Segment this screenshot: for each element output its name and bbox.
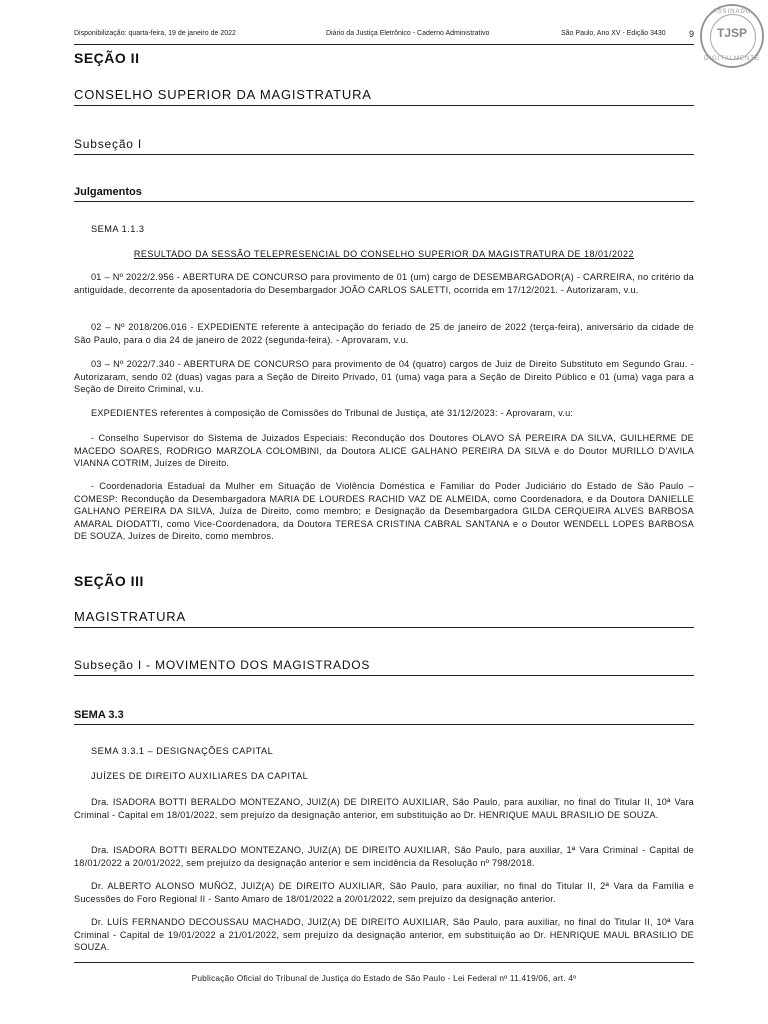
- section-3-name: MAGISTRATURA: [74, 609, 694, 628]
- seal-top-text: ASSINADO: [712, 9, 752, 15]
- availability-date: Disponibilização: quarta-feira, 19 de janeiro de 2022: [74, 30, 236, 37]
- section-3-heading: SEMA 3.3: [74, 709, 694, 725]
- section-3-subsection: Subseção I - MOVIMENTO DOS MAGISTRADOS: [74, 658, 694, 676]
- paragraph: - Coordenadoria Estadual da Mulher em Situação de Violência Doméstica e Familiar do Poder Judiciário do Estado de São Paulo – COMESP: Recondução da Desembargadora MARIA DE LOURDES RACHID VAZ DE ALMEIDA, como Coordenadora, e da Doutora DANIELLE GALHANO PEREIRA DA SILVA, Juíza de Direito, como membro; e Designação da Desembargadora GILDA CERQUEIRA ALVES BARBOSA AMARAL DIODATTI, como Vice-Coordenadora, da Doutora TERESA CRISTINA CABRAL SANTANA e o Doutor WENDELL LOPES BARBOSA DE SOUZA, Juízes de Direito, como membros.: [74, 481, 694, 541]
- paragraph: 03 – Nº 2022/7.340 - ABERTURA DE CONCURSO para provimento de 04 (quatro) cargos de Juiz de Direito Substituto em Segundo Grau. - Autorizaram, sendo 02 (duas) vagas para a Seção de Direito Privado, 01 (uma) vaga para a Seção de Direito Público e 01 (uma) vaga para a Seção de Direito Criminal, v.u.: [74, 359, 694, 394]
- paragraph: EXPEDIENTES referentes à composição de Comissões do Tribunal de Justiça, até 31/12/2023: - Aprovaram, v.u:: [91, 408, 574, 418]
- paragraph: 02 – Nº 2018/206.016 - EXPEDIENTE referente à antecipação do feriado de 25 de janeiro de 2022 (terça-feira), aniversário da cidade de São Paulo, para o dia 24 de janeiro de 2022 (segunda-feira). - Aprovaram, v.u.: [74, 322, 694, 345]
- section-3-title: SEÇÃO III: [74, 573, 144, 589]
- group-title: JUÍZES DE DIREITO AUXILIARES DA CAPITAL: [91, 771, 309, 781]
- section-3-sema: SEMA 3.3.1 – DESIGNAÇÕES CAPITAL: [91, 746, 274, 756]
- section-2-title: SEÇÃO II: [74, 50, 140, 66]
- header-divider: [74, 44, 694, 45]
- footer-divider: [74, 962, 694, 963]
- digital-signature-seal: [700, 4, 764, 68]
- session-result-title: RESULTADO DA SESSÃO TELEPRESENCIAL DO CONSELHO SUPERIOR DA MAGISTRATURA DE 18/01/2022: [133, 249, 635, 259]
- section-2-sema: SEMA 1.1.3: [91, 224, 145, 234]
- paragraph: Dr. LUÍS FERNANDO DECOUSSAU MACHADO, JUIZ(A) DE DIREITO AUXILIAR, São Paulo, para auxiliar, no final do Titular II, 10ª Vara Criminal - Capital de 19/01/2022 a 21/01/2022, sem prejuízo da designação anterior, em substituição ao Dr. HENRIQUE MAUL BRASILIO DE SOUZA.: [74, 917, 694, 952]
- paragraph: Dr. ALBERTO ALONSO MUÑOZ, JUIZ(A) DE DIREITO AUXILIAR, São Paulo, para auxiliar, no final do Titular II, 2ª Vara da Família e Sucessões do Foro Regional II - Santo Amaro de 18/01/2022 a 20/01/2022, sem prejuízo da designação anterior.: [74, 881, 694, 904]
- paragraph: - Conselho Supervisor do Sistema de Juizados Especiais: Recondução dos Doutores OLAVO SÁ PEREIRA DA SILVA, GUILHERME DE MACEDO SOARES, RODRIGO MARZOLA COLOMBINI, da Doutora ALICE GALHANO PEREIRA DA SILVA e do Doutor MURILLO D’AVILA VIANNA COTRIM, Juízes de Direito.: [74, 433, 694, 468]
- seal-bottom-text: DIGITALMENTE: [704, 56, 760, 62]
- paragraph: 01 – Nº 2022/2.956 - ABERTURA DE CONCURSO para provimento de 01 (um) cargo de DESEMBARGADOR(A) - CARREIRA, no critério da antiguidade, decorrente da aposentadoria do Desembargador JOÃO CARLOS SALETTI, ocorrida em 17/12/2021. - Autorizaram, v.u.: [74, 272, 694, 295]
- journal-name: Diário da Justiça Eletrônico - Caderno Administrativo: [326, 30, 490, 37]
- section-2-subsection: Subseção I: [74, 137, 694, 155]
- section-2-heading: Julgamentos: [74, 186, 694, 202]
- page-footer: Publicação Oficial do Tribunal de Justiça do Estado de São Paulo - Lei Federal nº 11.419/06, art. 4º: [191, 973, 577, 983]
- paragraph: Dra. ISADORA BOTTI BERALDO MONTEZANO, JUIZ(A) DE DIREITO AUXILIAR, São Paulo, para auxiliar, 1ª Vara Criminal - Capital de 18/01/2022 a 20/01/2022, sem prejuízo da designação anterior e sem incidência da Resolução nº 798/2018.: [74, 845, 694, 868]
- section-2-name: CONSELHO SUPERIOR DA MAGISTRATURA: [74, 87, 694, 106]
- page-number: 9: [689, 29, 695, 39]
- paragraph: Dra. ISADORA BOTTI BERALDO MONTEZANO, JUIZ(A) DE DIREITO AUXILIAR, São Paulo, para auxiliar, no final do Titular II, 10ª Vara Criminal - Capital em 18/01/2022, sem prejuízo da designação anterior, em substituição ao Dr. HENRIQUE MAUL BRASILIO DE SOUZA.: [74, 797, 694, 820]
- edition-info: São Paulo, Ano XV - Edição 3430: [561, 30, 666, 37]
- seal-logo: TJSP: [716, 26, 747, 40]
